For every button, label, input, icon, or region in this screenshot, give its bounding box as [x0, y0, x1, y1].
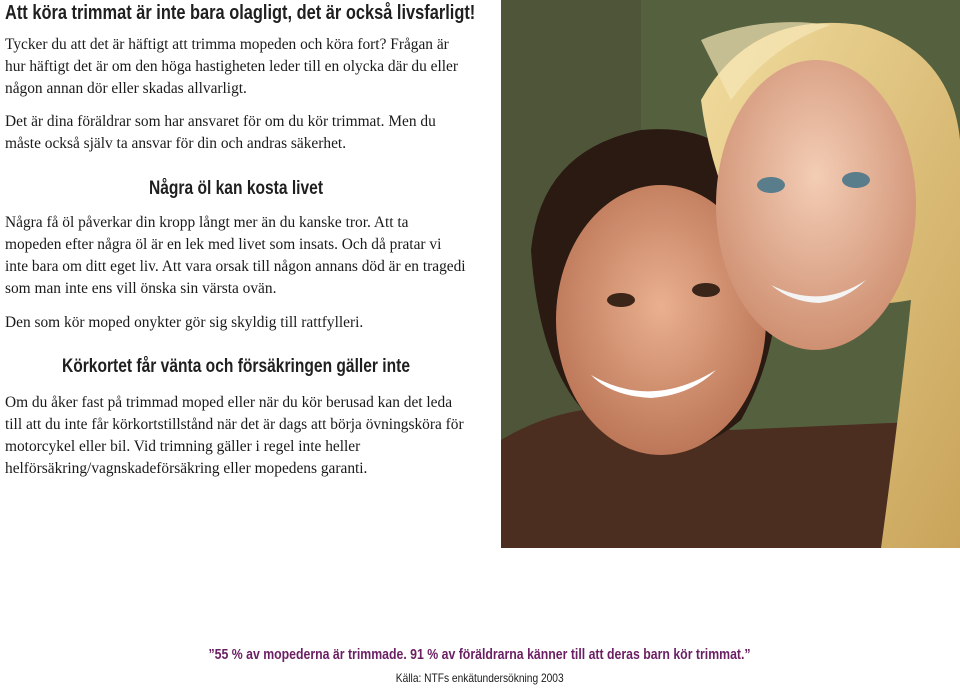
responsibility-paragraph: Det är dina föräldrar som har ansvaret för om du kör trimmat. Men du måste också själv ta ansvar för din och andras säkerhet. [5, 113, 436, 152]
section-heading-license: Körkortet får vänta och försäkringen gäller inte [61, 356, 411, 377]
drunk-driving-note: Den som kör moped onykter gör sig skyldig till rattfylleri. [5, 314, 364, 331]
section-heading-beer: Några öl kan kosta livet [148, 178, 324, 199]
portrait-photo [501, 0, 960, 548]
source-citation: Källa: NTFs enkätundersökning 2003 [396, 671, 564, 685]
intro-paragraph: Tycker du att det är häftigt att trimma mopeden och köra fort? Frågan är hur häftigt det är om den höga hastigheten leder till en olycka där du eller någon annan dör eller skadas allvarligt. [5, 36, 459, 97]
page-title: Att köra trimmat är inte bara olagligt, det är också livsfarligt! [5, 2, 476, 24]
license-paragraph: Om du åker fast på trimmad moped eller när du kör berusad kan det leda till att du inte får körkortstillstånd när det är dags att börja övningsköra för motorcykel eller bil. Vid trimning gäller i regel inte heller helförsäkring/vagnskadeförsäkring eller mopedens garanti. [5, 394, 464, 477]
statistics-quote: ”55 % av mopederna är trimmade. 91 % av föräldrarna känner till att deras barn kör trimmat.” [208, 646, 752, 663]
beer-paragraph: Några få öl påverkar din kropp långt mer än du kanske tror. Att ta mopeden efter några öl är en lek med livet som insats. Och då pratar vi inte bara om ditt eget liv. Att vara orsak till någon annans död är en tragedi som man inte ens vill önska sin värsta ovän. [5, 214, 466, 297]
portrait-illustration [501, 0, 960, 548]
